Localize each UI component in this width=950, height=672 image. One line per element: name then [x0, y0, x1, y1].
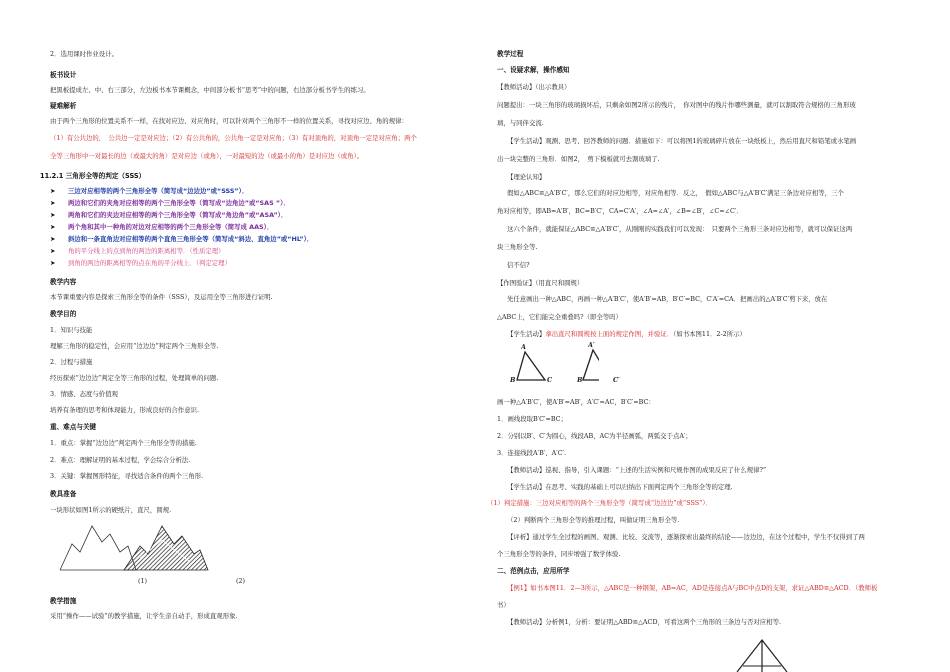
- text-line: （2）判断两个三角形全等的推理过程，叫做证明三角形全等.: [507, 516, 680, 524]
- vertex-label: C: [547, 376, 553, 384]
- arrow-bullet-icon: ➤: [50, 199, 56, 207]
- text-line: 2．过程与措施: [50, 358, 93, 366]
- theorem-text: 三边对应相等的两个三角形全等（简写成“边边边”或“SSS”）．: [68, 187, 249, 195]
- text-line: 先任意画出一种△ABC，再画一种△A′B′C′，使A′B′=AB，B′C′=BC，C′A′=CA．把画出的△A′B′C′剪下来，放在: [507, 295, 828, 303]
- theorem-item: [50, 187, 475, 196]
- text-line: 【评析】通过学生全过程的画图、观测、比较、交流等，逐渐探索出最终的结论——边边边，在这个过程中，学生不仅得到了两: [507, 533, 865, 541]
- text-line: 块三角形全等.: [497, 243, 538, 251]
- text-line: 这六个条件，就能保证△ABC≌△A′B′C′，从刚刚的实践我们可以发现： 只要两个三角形三条对应边相等，就可以保证这两: [507, 225, 853, 233]
- theorem-text: 斜边和一条直角边对应相等的两个直角三角形全等（简写成“斜边、直角边”或“HL”）．: [68, 235, 314, 243]
- text-line: 个三角形全等的条件，同步增强了数学体验.: [497, 550, 621, 558]
- arrow-bullet-icon: ➤: [50, 259, 56, 267]
- text-line: 假如△ABC≌△A′B′C′，那么它们的对应边相等，对应角相等．反之， 假如△ABC与△A′B′C′满足三条边对应相等，三个: [507, 189, 844, 197]
- text-line: 1．重点：掌握“边边边”判定两个三角形全等的措施.: [50, 439, 197, 447]
- arrow-bullet-icon: ➤: [50, 223, 56, 231]
- arrow-bullet-icon: ➤: [50, 187, 56, 195]
- arrow-bullet-icon: ➤: [50, 247, 56, 255]
- activity-note: （如书本图11．2-2所示）: [673, 330, 746, 338]
- text-line: △ABC上，它们能完全重叠吗?（即全等吗）: [497, 313, 622, 321]
- text-line-red: （1）有公共边的， 公共边一定是对应边；（2）有公共角的，公共角一定是对应角；（3）有对顶角的，对顶角一定是对应角；两个: [50, 134, 417, 142]
- text-line: 【学生活动】观测、思考、回答教师的问题．措施如下：可以将图1的玻璃碎片放在一块纸板上，然后用直尺和铅笔或水笔画: [507, 137, 857, 145]
- text-line: 采用“操作——试验”的教学措施，让学生亲自动手，形成直观形象.: [50, 612, 238, 620]
- text-line: 经历探索“边边边”判定全等三角形的过程，处理简单的问题.: [50, 374, 219, 382]
- section-heading-method: 教学措施: [50, 597, 77, 605]
- text-line: 3．关键：掌握图形特征，寻找适合条件的两个三角形.: [50, 472, 204, 480]
- text-line: 培养有条理的思考和体现能力，形成良好的合作意识.: [50, 406, 200, 414]
- text-line: 【学生活动】在思考、实践的基础上可以归纳出下面判定两个三角形全等的定理.: [507, 483, 733, 491]
- activity-text-red: 拿出直尺和圆规按上面的规定作图，并验证．: [545, 330, 674, 338]
- vertex-label: B′: [577, 376, 585, 384]
- activity-label: 【学生活动】: [507, 330, 546, 338]
- text-line: 由于两个三角形的位置关系不一样，在找对应边、对应角时，可以针对两个三角形不一样的位置关系，寻找对应边、角的规律：: [50, 117, 408, 125]
- theorem-text: 角的平分线上的点到角的两边的距离相等．（性质定理）: [68, 247, 225, 255]
- lesson-title: 11.2.1 三角形全等的判定（SSS）: [40, 172, 146, 180]
- figure-caption: (2): [236, 577, 246, 585]
- text-line: 2．难点：理解证明的基本过程，学会综合分析法.: [50, 456, 191, 464]
- figure-caption: (1): [138, 577, 148, 585]
- text-line-red: 【例1】如书本图11．2—3所示，△ABC是一种钢架，AB=AC，AD是连接点A与BC中点D的支架，求证△ABD≌△ACD．（教师板: [507, 584, 878, 592]
- text-line: 信不信?: [507, 261, 530, 269]
- vertex-label: C′: [613, 376, 620, 384]
- section-heading-content: 教学内容: [50, 278, 77, 286]
- vertex-label: B: [510, 376, 516, 384]
- text-line: 璃，与同伴交流.: [497, 119, 544, 127]
- arrow-bullet-icon: ➤: [50, 235, 56, 243]
- theorem-text: 两边和它们的夹角对应相等的两个三角形全等（简写成“边角边”或“SAS ”）．: [68, 199, 290, 207]
- text-line: 【教师活动】（出示教具）: [497, 83, 571, 91]
- section-heading-board: 板书设计: [50, 71, 77, 79]
- theorem-item: [50, 223, 475, 232]
- text-line: 理解三角形的稳定性，会应用“边边边”判定两个三角形全等.: [50, 342, 219, 350]
- text-line: 角对应相等，即AB=A′B′，BC=B′C′，CA=C′A′，∠A=∠A′，∠B=∠B′，∠C=∠C′．: [497, 207, 743, 215]
- text-line: 3．情感、态度与价值观: [50, 390, 118, 398]
- text-line: 书）: [497, 601, 510, 609]
- text-line: 【作图验证】（用直尺和圆规）: [497, 279, 584, 287]
- text-line: [497, 330, 907, 339]
- theorem-text: 两个角和其中一种角的对边对应相等的两个三角形全等（简写成 AAS）．: [68, 223, 274, 231]
- text-line: 本节课重要内容是探索三角形全等的条件（SSS），及运用全等三角形进行证明.: [50, 293, 273, 301]
- section-heading-doubt: 疑难解析: [50, 102, 77, 110]
- text-line: 【教师活动】巡视、指导，引入课题：“上述的生活实例和尺规作图的成果反应了什么规律?”: [507, 466, 767, 474]
- theorem-item: [50, 259, 475, 268]
- theorem-item: [50, 199, 475, 208]
- text-line-red: （1）判定措施：三边对应相等的两个三角形全等（简写成“边边边”或“SSS”）．: [487, 499, 712, 507]
- section-heading-key: 重、难点与关键: [50, 423, 97, 431]
- text-line: 2．分别以B′、C′为圆心，线段AB、AC为半径画弧，两弧交于点A′；: [497, 432, 692, 440]
- section-heading-process: 教学过程: [497, 50, 524, 58]
- text-line: 2．选用课时作业设计。: [50, 50, 118, 58]
- theorem-item: [50, 235, 475, 244]
- vertex-label: A′: [588, 341, 595, 349]
- theorem-item: [50, 211, 475, 220]
- text-line: 出一块完整的三角形．如图2， 剪下模板就可去割玻璃了.: [497, 155, 660, 163]
- figure-cardboard-hatched: [120, 522, 210, 572]
- section-heading-two: 二、范例点击，应用所学: [497, 567, 570, 575]
- text-line: 3．连接线段A′B′、A′C′.: [497, 449, 567, 457]
- text-line-red: 全等三角形中一对最长的边（或最大的角）是对应边（或角），一对最短的边（或最小的角）是对应边（或角）。: [50, 152, 364, 160]
- theorem-item: [50, 247, 475, 256]
- arrow-bullet-icon: ➤: [50, 211, 56, 219]
- text-line: 问题提出：一块三角形的玻璃损坏后，只剩余如图2所示的残片， 你对图中的残片作哪些测量，就可以割取符合规格的三角形玻: [497, 101, 856, 109]
- text-line: 1．知识与技能: [50, 326, 93, 334]
- text-line: 把黑板提成左、中、右三部分，左边板书本节课概念，中间部分板书“思考”中的问题，右边部分板书学生的练习。: [50, 86, 370, 94]
- text-line: 1．画线段取B′C′=BC；: [497, 415, 567, 423]
- text-line: 画一种△A′B′C′，使A′B′=AB′，A′C′=AC，B′C′=BC：: [497, 398, 655, 406]
- vertex-label: A: [521, 343, 526, 351]
- theorem-text: 两角和它们的夹边对应相等的两个三角形全等（简写成“角边角”或“ASA”）．: [68, 211, 288, 219]
- section-heading-tools: 教具准备: [50, 490, 77, 498]
- steel-frame-figure: [727, 636, 797, 672]
- section-heading-goal: 教学目的: [50, 310, 77, 318]
- text-line: 一块形状如图1所示的硬纸片，直尺，圆规.: [50, 506, 172, 514]
- section-heading-one: 一、设疑求解，操作感知: [497, 66, 570, 74]
- theorem-text: 到角的两边的距离相等的点在角的平分线上．（判定定理）: [68, 259, 231, 267]
- text-line: 【理论认知】: [507, 173, 546, 181]
- text-line: 【教师活动】分析例1，分析：要证明△ABD≌△ACD，可看这两个三角形的三条边与否对应相等.: [507, 618, 782, 626]
